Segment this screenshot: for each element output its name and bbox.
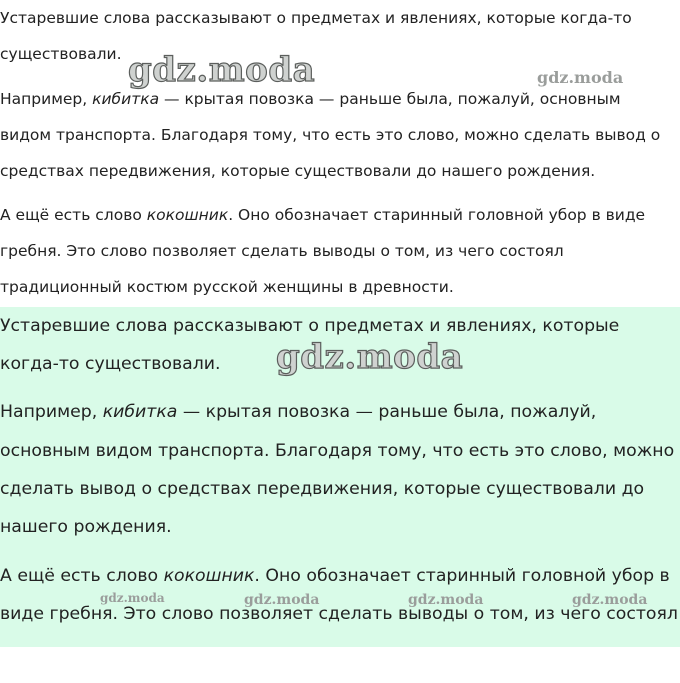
- emphasis-word: кибитка: [92, 90, 160, 108]
- text-prefix: А ещё есть слово: [0, 566, 164, 586]
- paragraph-1-line-2: существовали.: [0, 45, 122, 63]
- watermark-logo: gdz.moda: [537, 68, 624, 87]
- text-suffix: — крытая повозка — раньше была, пожалуй, основным: [159, 90, 621, 108]
- paragraph-3-line-2: виде гребня. Это слово позволяет сделать выводы о том, из чего состоял: [0, 604, 678, 624]
- paragraph-1-line-1: Устаревшие слова рассказывают о предметах и явлениях, которые когда-то: [0, 9, 632, 27]
- paragraph-1-line-1: Устаревшие слова рассказывают о предметах и явлениях, которые: [0, 316, 620, 336]
- watermark-logo: gdz.moda: [244, 592, 320, 608]
- emphasis-word: кибитка: [102, 402, 178, 422]
- paragraph-2-line-4: нашего рождения.: [0, 517, 172, 537]
- paragraph-2-line-2: видом транспорта. Благодаря тому, что есть это слово, можно сделать вывод о: [0, 126, 661, 144]
- paragraph-2-line-3: средствах передвижения, которые существовали до нашего рождения.: [0, 162, 596, 180]
- paragraph-3-line-3: традиционный костюм русской женщины в древности.: [0, 278, 454, 296]
- paragraph-3-line-1: [0, 197, 645, 234]
- watermark-logo: gdz.moda: [276, 337, 464, 377]
- paragraph-3-line-1: [0, 557, 670, 595]
- text-suffix: — крытая повозка — раньше была, пожалуй,: [177, 402, 597, 422]
- paragraph-2-line-3: сделать вывод о средствах передвижения, которые существовали до: [0, 479, 645, 499]
- paragraph-2-line-2: основным видом транспорта. Благодаря тому, что есть это слово, можно: [0, 441, 675, 461]
- text-suffix: . Оно обозначает старинный головной убор в: [254, 566, 670, 586]
- highlighted-text-block: [0, 307, 680, 647]
- text-prefix: Например,: [0, 402, 103, 422]
- emphasis-word: кокошник: [163, 566, 255, 586]
- paragraph-3-line-2: гребня. Это слово позволяет сделать выводы о том, из чего состоял: [0, 242, 564, 260]
- text-prefix: А ещё есть слово: [0, 206, 147, 224]
- paragraph-1-line-2: когда-то существовали.: [0, 354, 221, 374]
- emphasis-word: кокошник: [146, 206, 229, 224]
- paragraph-2-line-1: [0, 393, 596, 431]
- watermark-logo: gdz.moda: [128, 50, 316, 90]
- text-suffix: . Оно обозначает старинный головной убор в виде: [228, 206, 646, 224]
- watermark-logo: gdz.moda: [408, 592, 484, 608]
- watermark-logo: gdz.moda: [100, 591, 165, 605]
- watermark-logo: gdz.moda: [572, 592, 648, 608]
- text-prefix: Например,: [0, 90, 93, 108]
